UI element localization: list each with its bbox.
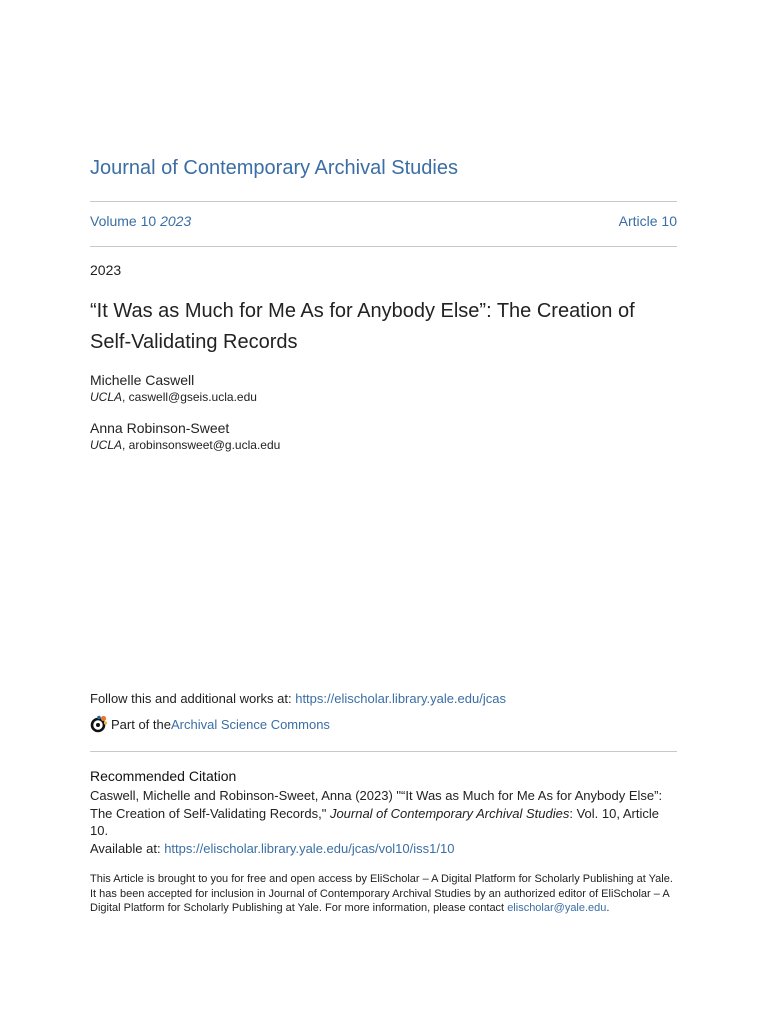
author-name[interactable]: Michelle Caswell bbox=[90, 372, 195, 388]
author-institution: UCLA bbox=[90, 390, 123, 404]
volume-link[interactable] bbox=[90, 213, 191, 229]
recommended-citation-heading: Recommended Citation bbox=[90, 768, 237, 784]
author-institution: UCLA bbox=[90, 438, 123, 452]
author-email: , arobinsonsweet@g.ucla.edu bbox=[122, 438, 281, 452]
citation-url-link[interactable]: https://elischolar.library.yale.edu/jcas/vol10/iss1/10 bbox=[164, 840, 455, 856]
follow-text: Follow this and additional works at: bbox=[90, 691, 296, 706]
citation-journal: Journal of Contemporary Archival Studies bbox=[329, 805, 570, 821]
citation-part2: : Vol. 10, Article 10. bbox=[90, 805, 659, 838]
access-notice-text: This Article is brought to you for free and open access by EliScholar – A Digital Platform for Scholarly Publishing at Yale. It has been accepted for inclusion in Journal of Contemporary Archival Studies by an authorized editor of EliScholar – A Digital Platform for Scholarly Publishing at Yale. For more information, please contact bbox=[90, 873, 673, 914]
author-affiliation bbox=[90, 437, 280, 453]
divider-top bbox=[90, 201, 677, 202]
journal-title-link[interactable]: Journal of Contemporary Archival Studies bbox=[90, 157, 458, 179]
author-block bbox=[90, 420, 280, 453]
follow-line bbox=[90, 691, 506, 706]
network-icon bbox=[90, 715, 108, 733]
part-of-line bbox=[90, 715, 330, 733]
author-name[interactable]: Anna Robinson-Sweet bbox=[90, 420, 230, 436]
citation-text bbox=[90, 787, 677, 857]
volume-row bbox=[90, 213, 677, 229]
archival-science-commons-link[interactable]: Archival Science Commons bbox=[170, 716, 330, 732]
volume-year[interactable]: 2023 bbox=[160, 213, 192, 229]
part-of-text: Part of the bbox=[111, 716, 171, 732]
divider-bottom bbox=[90, 751, 677, 752]
article-number-link[interactable]: Article 10 bbox=[618, 213, 677, 229]
publication-year: 2023 bbox=[90, 262, 122, 278]
access-notice bbox=[90, 872, 677, 916]
access-notice-end: . bbox=[606, 902, 610, 914]
divider-mid bbox=[90, 246, 677, 247]
citation-part1: Caswell, Michelle and Robinson-Sweet, Anna (2023) "“It Was as Much for Me As for Anybody Else”: The Creation of Self-Validating Records," bbox=[90, 788, 663, 821]
author-block bbox=[90, 372, 257, 405]
volume-label[interactable]: Volume 10 bbox=[90, 213, 157, 229]
author-affiliation bbox=[90, 389, 257, 405]
author-email: , caswell@gseis.ucla.edu bbox=[122, 390, 257, 404]
follow-url-link[interactable]: https://elischolar.library.yale.edu/jcas bbox=[295, 691, 506, 706]
contact-email-link[interactable]: elischolar@yale.edu bbox=[507, 902, 607, 914]
article-title: “It Was as Much for Me As for Anybody Else”: The Creation of Self-Validating Records bbox=[90, 300, 635, 353]
available-at-text: Available at: bbox=[90, 840, 165, 856]
